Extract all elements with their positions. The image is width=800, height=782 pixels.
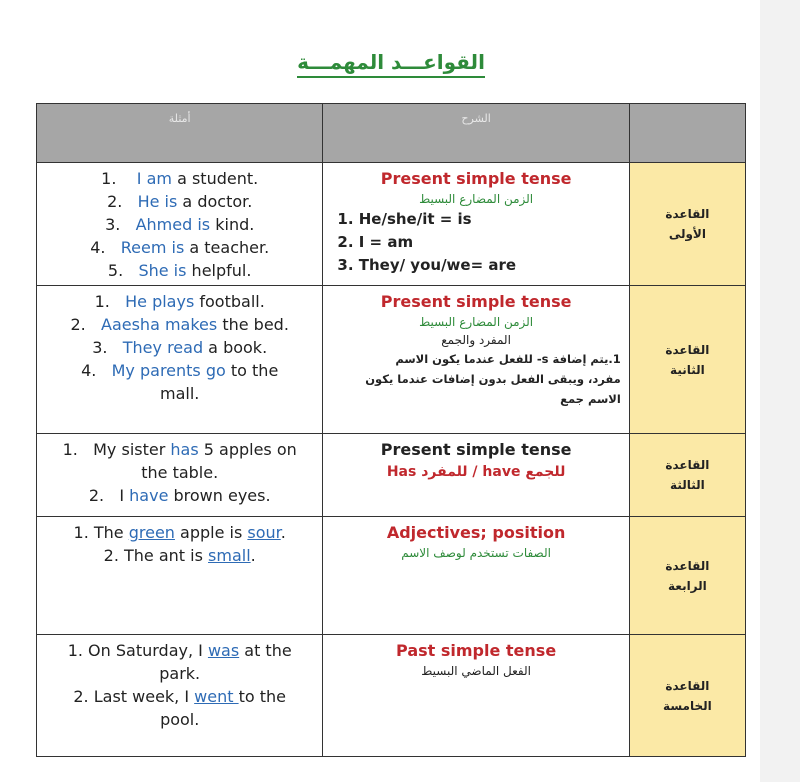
rule-label-cell: القاعدة الثالثة bbox=[629, 434, 745, 517]
rule-label-cell: القاعدة الأولى bbox=[629, 163, 745, 286]
rule-heading: Present simple tense bbox=[380, 440, 572, 459]
table-row bbox=[37, 635, 746, 757]
example-line: 3. They read a book. bbox=[92, 338, 268, 357]
arabic-subtitle: الزمن المضارع البسيط bbox=[419, 192, 534, 206]
rule-heading: Present simple tense bbox=[380, 292, 572, 311]
rule-heading: Present simple tense bbox=[380, 169, 572, 188]
rule-heading: Past simple tense bbox=[396, 641, 557, 660]
example-line: 4. Reem is a teacher. bbox=[90, 238, 270, 257]
table-row bbox=[37, 286, 746, 434]
explanation-cell bbox=[323, 517, 629, 635]
example-line: 1. On Saturday, I was at the bbox=[67, 641, 292, 660]
arabic-subtitle: الزمن المضارع البسيط bbox=[419, 315, 534, 329]
rule-label-cell: القاعدة الخامسة bbox=[629, 635, 745, 757]
page-title: القواعـــد المهمـــة bbox=[0, 50, 782, 74]
example-line: 1. My sister has 5 apples on bbox=[62, 440, 297, 459]
rule-list-item: 1. He/she/it = is bbox=[337, 210, 472, 228]
explanation-cell bbox=[323, 434, 629, 517]
rule-list-item: 3. They/ you/we= are bbox=[337, 256, 517, 274]
rule-note: الاسم جمع bbox=[560, 392, 621, 406]
example-line: 2. Aaesha makes the bed. bbox=[70, 315, 289, 334]
examples-cell bbox=[37, 635, 323, 757]
has-have-note: Has للمفرد / have للجمع bbox=[386, 464, 566, 480]
table-row bbox=[37, 517, 746, 635]
example-line: 3. Ahmed is kind. bbox=[105, 215, 255, 234]
rule-note: مفرد، ويبقى الفعل بدون إضافات عندما يكون bbox=[365, 372, 621, 386]
explanation-header: الشرح bbox=[323, 104, 629, 163]
arabic-subtitle-2: المفرد والجمع bbox=[441, 333, 511, 347]
rule-list-item: 2. I = am bbox=[337, 233, 414, 251]
arabic-subtitle: الصفات تستخدم لوصف الاسم bbox=[401, 546, 551, 560]
example-line: 2. I have brown eyes. bbox=[88, 486, 271, 505]
example-line: 1. He plays football. bbox=[94, 292, 265, 311]
example-line: the table. bbox=[141, 463, 219, 482]
examples-cell bbox=[37, 517, 323, 635]
example-line: 2. The ant is small. bbox=[103, 546, 256, 565]
example-line: 1. I am a student. bbox=[101, 169, 259, 188]
table-row bbox=[37, 163, 746, 286]
arabic-subtitle: الفعل الماضي البسيط bbox=[421, 664, 531, 678]
explanation-cell bbox=[323, 163, 629, 286]
rule-label-cell: القاعدة الرابعة bbox=[629, 517, 745, 635]
example-line: mall. bbox=[160, 384, 200, 403]
examples-cell bbox=[37, 286, 323, 434]
example-line: 4. My parents go to the bbox=[81, 361, 279, 380]
rule-label-cell: القاعدة الثانية bbox=[629, 286, 745, 434]
rule-note: 1.يتم إضافة s- للفعل عندما يكون الاسم bbox=[395, 352, 621, 366]
grammar-rules-table bbox=[36, 103, 746, 757]
example-line: pool. bbox=[160, 710, 200, 729]
example-line: park. bbox=[159, 664, 201, 683]
examples-cell bbox=[37, 163, 323, 286]
explanation-cell bbox=[323, 635, 629, 757]
rule-header bbox=[629, 104, 745, 163]
example-line: 5. She is helpful. bbox=[107, 261, 252, 280]
rule-heading: Adjectives; position bbox=[386, 523, 566, 542]
example-line: 2. He is a doctor. bbox=[107, 192, 253, 211]
examples-cell bbox=[37, 434, 323, 517]
table-row bbox=[37, 434, 746, 517]
example-line: 2. Last week, I went to the bbox=[73, 687, 286, 706]
header-row bbox=[37, 104, 746, 163]
examples-header: أمثلة bbox=[37, 104, 323, 163]
example-line: 1. The green apple is sour. bbox=[73, 523, 286, 542]
explanation-cell bbox=[323, 286, 629, 434]
